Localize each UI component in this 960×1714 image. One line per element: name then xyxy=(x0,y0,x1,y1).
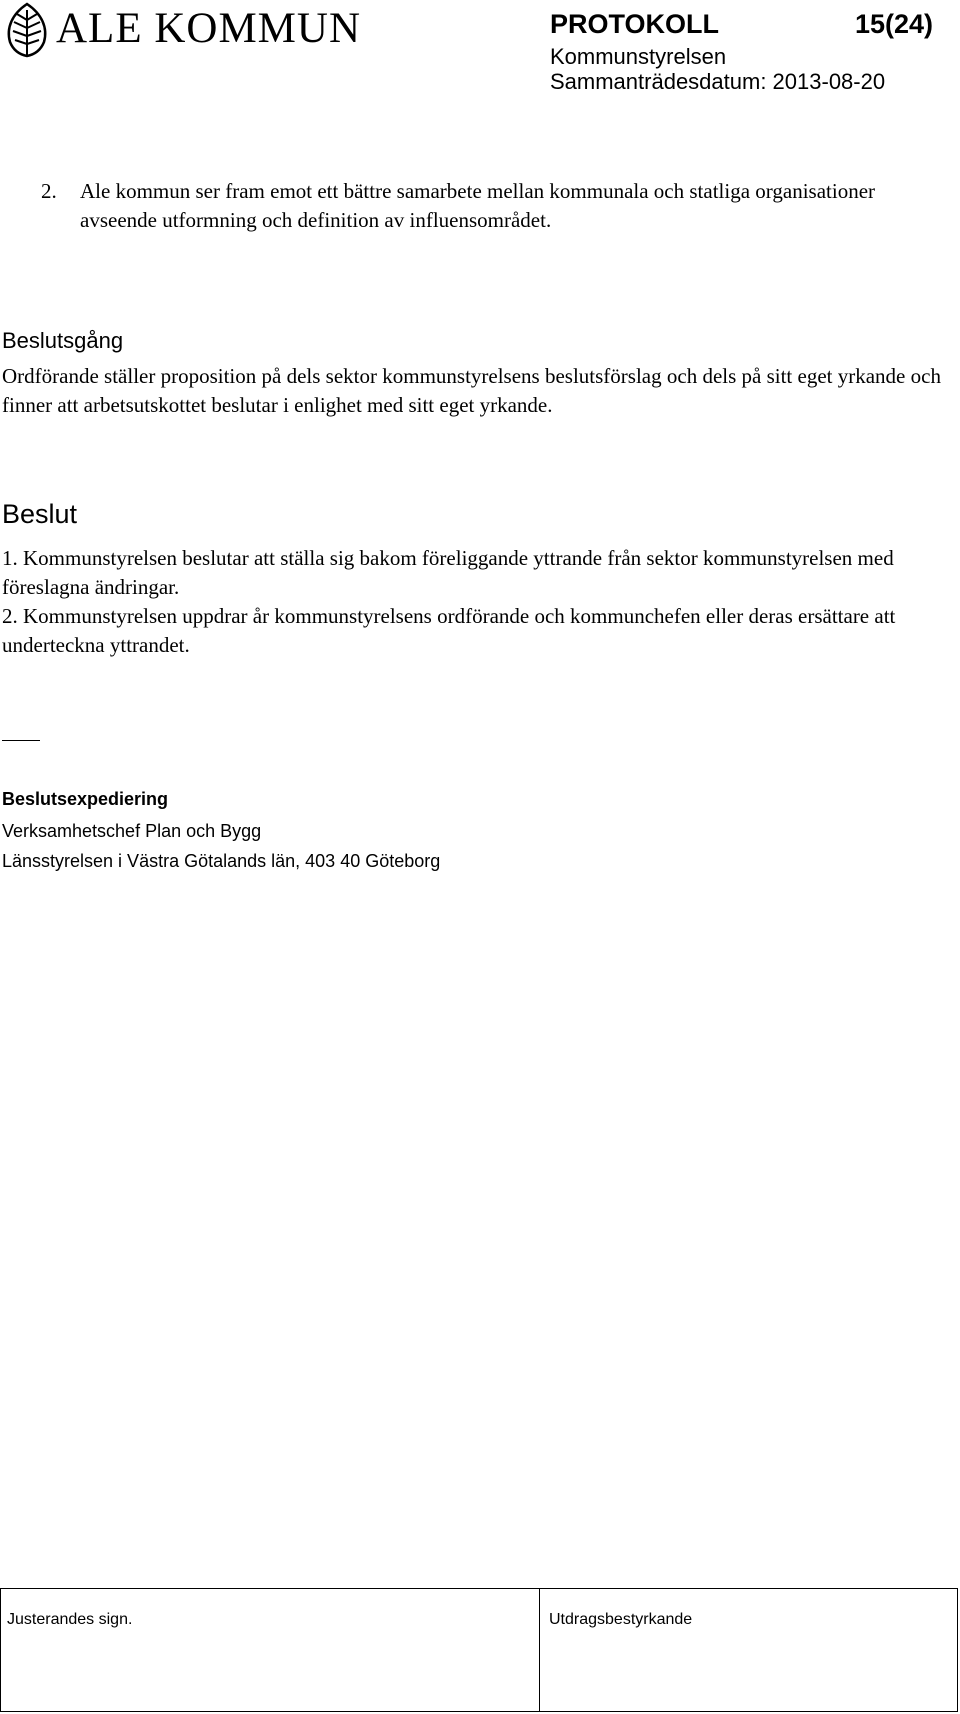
leaf-emblem-icon xyxy=(2,2,52,58)
decision-text: Kommunstyrelsen uppdrar år kommunstyrelsens ordförande och kommunchefen eller deras ersättare att underteckna yttrandet. xyxy=(2,604,896,657)
decision-number: 1. xyxy=(2,546,18,570)
procedure-heading: Beslutsgång xyxy=(2,328,124,353)
decision-heading: Beslut xyxy=(2,499,78,529)
dispatch-recipient: Verksamhetschef Plan och Bygg xyxy=(2,821,262,841)
signature-footer xyxy=(0,1588,958,1712)
decision-number: 2. xyxy=(2,604,18,628)
municipality-logo xyxy=(2,2,382,58)
decision-item xyxy=(2,602,902,662)
list-text: Ale kommun ser fram emot ett bättre samarbete mellan kommunala och statliga organisationer avseende utformning och definition av influensområdet. xyxy=(80,179,876,232)
page-number: 15(24) xyxy=(855,9,934,39)
dispatch-recipient: Länsstyrelsen i Västra Götalands län, 403 40 Göteborg xyxy=(2,851,441,871)
issuing-body: Kommunstyrelsen xyxy=(550,44,727,69)
decision-item xyxy=(2,544,902,604)
intro-list-item xyxy=(41,177,941,237)
document-type: PROTOKOLL xyxy=(550,9,720,39)
logo-wordmark: ALE KOMMUN xyxy=(56,5,362,52)
meeting-date: Sammanträdesdatum: 2013-08-20 xyxy=(550,69,886,94)
adjuster-signature-label: Justerandes sign. xyxy=(7,1611,133,1628)
extract-certification-label: Utdragsbestyrkande xyxy=(549,1611,693,1628)
list-number: 2. xyxy=(41,179,57,203)
procedure-paragraph: Ordförande ställer proposition på dels sektor kommunstyrelsens beslutsförslag och dels på sitt eget yrkande och finner att arbetsutskottet beslutar i enlighet med sitt eget yrkande. xyxy=(2,364,941,417)
footer-divider xyxy=(539,1589,540,1711)
decision-text: Kommunstyrelsen beslutar att ställa sig bakom föreliggande yttrande från sektor kommunstyrelsen med föreslagna ändringar. xyxy=(2,546,894,599)
separator-line xyxy=(2,740,40,741)
dispatch-heading: Beslutsexpediering xyxy=(2,789,169,809)
